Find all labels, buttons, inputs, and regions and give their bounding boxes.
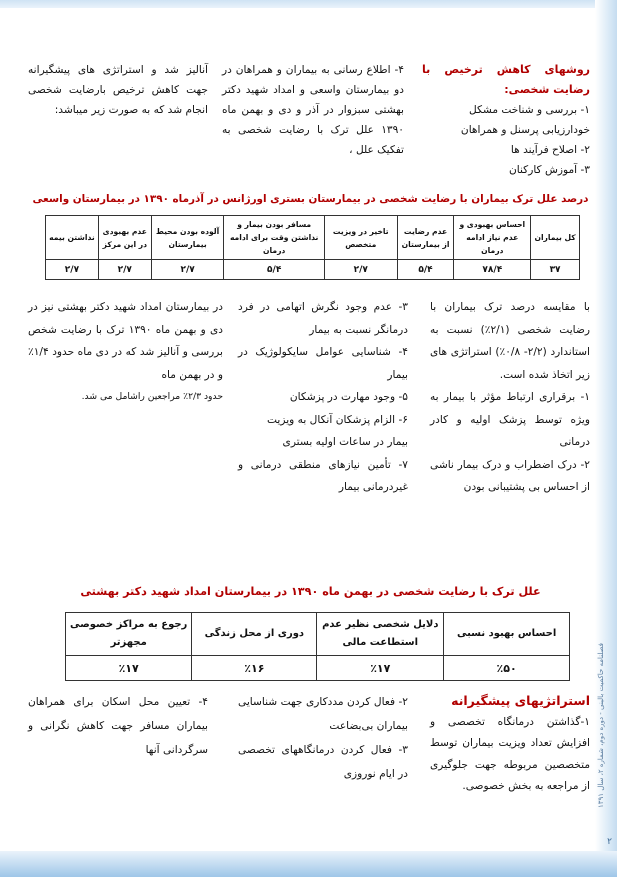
middle-left-column — [28, 296, 223, 409]
table1 — [45, 215, 580, 280]
list-item: خودارزیابی پرسنل و همراهان — [460, 124, 590, 136]
table-cell: ٪۵۰ — [444, 656, 570, 681]
table-header-cell: عدم رضایت از بیمارستان — [397, 216, 454, 260]
table-cell: ۲/۷ — [324, 260, 397, 280]
table-header-cell: آلوده بودن محیط بیمارستان — [151, 216, 224, 260]
top-left-column — [28, 60, 208, 120]
list-item: ۷- تأمین نیازهای منطقی درمانی و غیردرمانی بیمار — [238, 458, 408, 493]
table-header-cell: نداشتن بیمه — [46, 216, 99, 260]
table-row — [46, 260, 580, 280]
list-item: ۶- الزام پزشکان آنکال به ویزیت — [267, 413, 408, 426]
paragraph-end: حدود ۲/۳٪ مراجعین راشامل می شد. — [81, 391, 223, 402]
table-header-cell: مسافر بودن بیمار و نداشتن وقت برای ادامه درمان — [224, 216, 324, 260]
top-decor-bar — [0, 0, 617, 8]
journal-footer-vertical: فصلنامه حاکمیت بالینی - دوره دوم، شماره ۲، سال ۱۳۹۱ — [597, 642, 605, 808]
list-item: ۴- شناسایی عوامل سایکولوژیک در بیمار — [238, 346, 408, 381]
list-item: ۱- برقراری ارتباط مؤثر با بیمار به ویژه توسط پزشک اولیه و کادر درمانی — [430, 391, 590, 448]
bottom-right-column — [430, 690, 590, 798]
table-header-cell: تاخیر در ویزیت متخصص — [324, 216, 397, 260]
table-cell: ۲/۷ — [98, 260, 151, 280]
bottom-decor-bar — [0, 851, 617, 877]
list-item: ۵- وجود مهارت در پزشکان — [289, 391, 408, 403]
table-cell: ۲/۷ — [151, 260, 224, 280]
list-item: ۳- عدم وجود نگرش اتهامی در فرد درمانگر نسبت به بیمار — [238, 301, 408, 336]
list-item: ۱- بررسی و شناخت مشکل — [469, 104, 590, 116]
middle-right-column — [430, 296, 590, 499]
paragraph: با مقایسه درصد ترک بیماران با رضایت شخصی (۲/۱٪) نسبت به استاندارد (۲/۲- ۰/۸٪) استراتژی های زیر اتخاذ شده است. — [430, 301, 590, 381]
table-cell: ٪۱۷ — [317, 656, 444, 681]
paragraph: در بیمارستان امداد شهید دکتر بهشتی نیز در دی و بهمن ماه ۱۳۹۰ ترک با رضایت شخص بررسی و آنالیز شد که در دی ماه حدود ۱/۴٪ و در بهمن ماه — [28, 301, 223, 381]
table-header-cell: دوری از محل زندگی — [192, 613, 317, 656]
list-item: ۲- اصلاح فرآیند ها — [510, 144, 590, 156]
page-number: ۲ — [607, 837, 612, 847]
table-header-cell: رجوع به مراکز خصوصی مجهزتر — [66, 613, 192, 656]
list-item: ۳- آموزش کارکنان — [508, 164, 590, 176]
table-header-cell: کل بیماران — [531, 216, 580, 260]
bottom-center-column — [238, 690, 408, 786]
table1-title: درصد علل ترک بیماران با رضایت شخصی در بیمارستان بستری اورژانس در آذرماه ۱۳۹۰ در بیمارستان واسعی — [32, 193, 589, 205]
table-cell: ٪۱۶ — [192, 656, 317, 681]
list-item: بیمار در ساعات اولیه بستری — [282, 436, 408, 448]
table-cell: ۷۸/۴ — [454, 260, 531, 280]
table2-title: علل ترک با رضایت شخصی در بهمن ماه ۱۳۹۰ در بیمارستان امداد شهید دکتر بهشتی — [80, 585, 541, 598]
top-right-column — [422, 60, 590, 180]
paragraph: ۴- تعیین محل اسکان برای همراهان بیماران مسافر جهت کاهش نگرانی و سرگردانی آنها — [28, 696, 208, 756]
paragraph: آنالیز شد و استراتژی های پیشگیرانه جهت کاهش ترخیص بارضایت شخصی انجام شد که به صورت زیر میباشد: — [28, 64, 208, 116]
table2 — [65, 612, 570, 681]
table-cell: ٪۱۷ — [66, 656, 192, 681]
strategies-heading: استراتژیهای پیشگیرانه — [451, 693, 590, 708]
table-header-cell: احساس بهبودی و عدم نیاز ادامه درمان — [454, 216, 531, 260]
list-item: ۳- فعال کردن درمانگاههای تخصصی در ایام نوروزی — [238, 744, 408, 780]
list-item: ۲- درک اضطراب و درک بیمار ناشی از احساس بی پشتیبانی بودن — [430, 458, 590, 493]
table-cell: ۲/۷ — [46, 260, 99, 280]
bottom-left-column — [28, 690, 208, 762]
table-header-cell: عدم بهبودی در این مرکز — [98, 216, 151, 260]
paragraph: ۱-گذاشتن درمانگاه تخصصی و افزایش تعداد ویزیت بیماران توسط متخصصین مربوطه جهت جلوگیری از مراجعه به بخش خصوصی. — [430, 715, 590, 792]
table-header-row — [46, 216, 580, 260]
middle-center-column — [238, 296, 408, 499]
list-item: ۲- فعال کردن مددکاری جهت شناسایی بیماران بی‌بضاعت — [238, 696, 408, 732]
table-header-row — [66, 613, 570, 656]
table-cell: ۵/۴ — [224, 260, 324, 280]
table-header-cell: دلایل شخصی نظیر عدم استطاعت مالی — [317, 613, 444, 656]
top-middle-column — [222, 60, 404, 160]
table-header-cell: احساس بهبود نسبی — [444, 613, 570, 656]
paragraph: ۴- اطلاع رسانی به بیماران و همراهان در دو بیمارستان واسعی و امداد شهید دکتر بهشتی سبزوار در آذر و دی و بهمن ماه ۱۳۹۰ علل ترک با رضایت شخصی به تفکیک علل ، — [222, 64, 404, 156]
table-row — [66, 656, 570, 681]
table-cell: ۵/۴ — [397, 260, 454, 280]
methods-heading: روشهای کاهش ترخیص با رضایت شخصی: — [422, 63, 590, 96]
table-cell: ۳۷ — [531, 260, 580, 280]
